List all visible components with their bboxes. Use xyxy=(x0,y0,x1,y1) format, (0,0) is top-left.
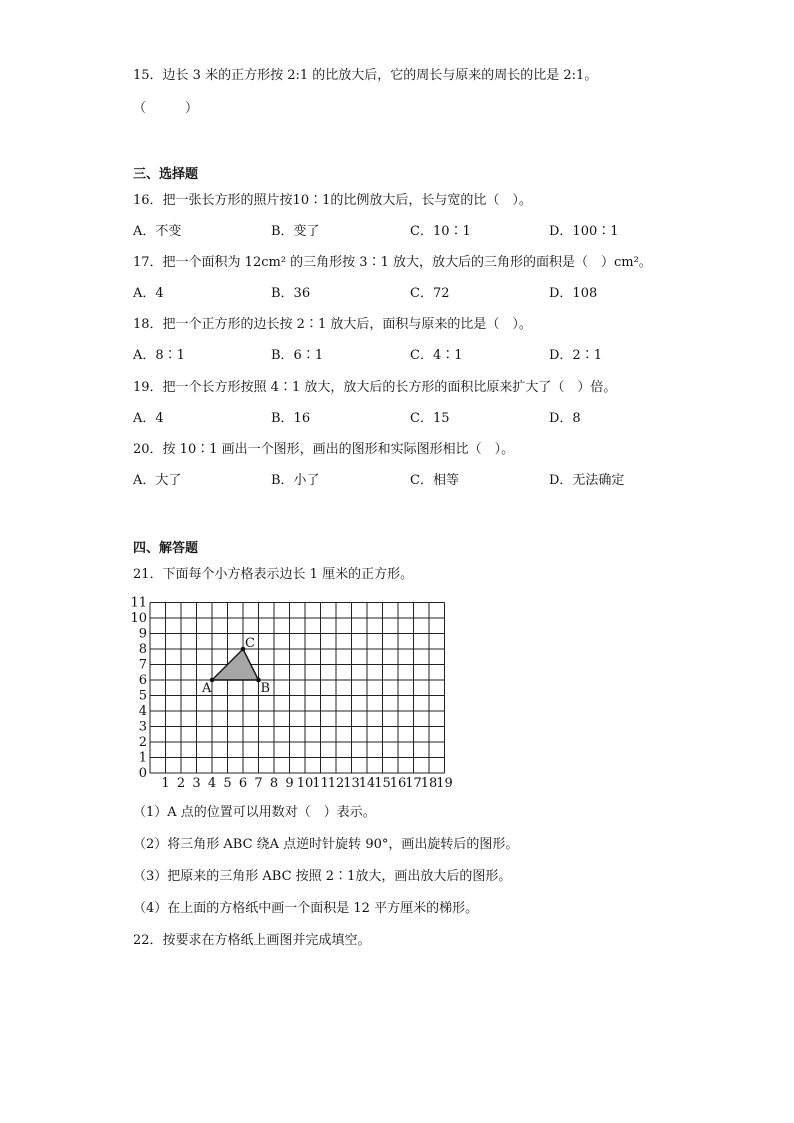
q17-option-c[interactable]: C．72 xyxy=(410,286,450,301)
y-tick-label: 3 xyxy=(138,719,147,735)
q20-option-c[interactable]: C．相等 xyxy=(410,473,459,488)
x-tick-label: 19 xyxy=(436,776,453,791)
x-tick-label: 2 xyxy=(176,776,186,791)
coordinate-grid xyxy=(130,596,470,796)
x-tick-label: 13 xyxy=(343,776,360,791)
y-tick-label: 6 xyxy=(138,673,147,688)
q16-option-b[interactable]: B．变了 xyxy=(271,224,320,239)
q20-option-b[interactable]: B．小了 xyxy=(271,473,320,488)
q21-sub2: （2）将三角形 ABC 绕A 点逆时针旋转 90°，画出旋转后的图形。 xyxy=(133,837,519,852)
point-label-b: B xyxy=(260,681,271,696)
x-tick-label: 8 xyxy=(269,776,279,791)
q21-sub1: （1）A 点的位置可以用数对（ ）表示。 xyxy=(133,805,376,820)
y-tick-label: 10 xyxy=(130,611,147,626)
q18-text: 18．把一个正方形的边长按 2∶1 放大后，面积与原来的比是（ ）。 xyxy=(133,317,532,332)
y-tick-label: 11 xyxy=(130,596,147,611)
q21-sub4: （4）在上面的方格纸中画一个面积是 12 平方厘米的梯形。 xyxy=(133,901,479,916)
q17-option-d[interactable]: D．108 xyxy=(549,286,598,301)
q15-text: 15．边长 3 米的正方形按 2:1 的比放大后，它的周长与原来的周长的比是 2:1。 xyxy=(133,68,598,83)
q21-text: 21．下面每个小方格表示边长 1 厘米的正方形。 xyxy=(133,567,414,582)
q19-option-a[interactable]: A．4 xyxy=(133,411,164,426)
x-tick-label: 10 xyxy=(296,776,314,791)
q15-answer-blank[interactable]: （ ） xyxy=(133,101,199,116)
x-tick-label: 11 xyxy=(312,776,329,791)
q20-text: 20．按 10∶1 画出一个图形，画出的图形和实际图形相比（ ）。 xyxy=(133,442,515,457)
y-tick-label: 4 xyxy=(138,704,147,719)
x-tick-label: 12 xyxy=(327,776,345,791)
q16-text: 16．把一张长方形的照片按10∶1的比例放大后，长与宽的比（ ）。 xyxy=(133,193,532,208)
q18-option-b[interactable]: B．6∶1 xyxy=(271,348,324,363)
x-tick-label: 7 xyxy=(254,776,263,791)
x-tick-label: 14 xyxy=(358,776,376,791)
x-tick-label: 1 xyxy=(161,776,170,791)
point-label-c: C xyxy=(245,636,255,651)
section-title-solve: 四、解答题 xyxy=(133,541,199,556)
q16-option-d[interactable]: D．100∶1 xyxy=(549,224,619,239)
y-tick-label: 9 xyxy=(138,626,147,642)
q19-option-d[interactable]: D．8 xyxy=(549,411,581,426)
q19-text: 19．把一个长方形按照 4∶1 放大，放大后的长方形的面积比原来扩大了（ ）倍。 xyxy=(133,380,617,395)
q17-option-a[interactable]: A．4 xyxy=(133,286,164,301)
point-label-a: A xyxy=(202,681,212,696)
q20-option-d[interactable]: D．无法确定 xyxy=(549,473,625,488)
x-tick-label: 15 xyxy=(374,776,391,791)
y-tick-label: 7 xyxy=(138,657,147,673)
x-tick-label: 3 xyxy=(192,776,201,791)
q18-option-a[interactable]: A．8∶1 xyxy=(133,348,185,363)
x-tick-label: 5 xyxy=(223,776,232,791)
y-tick-label: 1 xyxy=(138,750,147,766)
q18-option-d[interactable]: D．2∶1 xyxy=(549,348,602,363)
q19-option-b[interactable]: B．16 xyxy=(271,411,311,426)
q16-option-a[interactable]: A．不变 xyxy=(133,224,182,239)
q20-option-a[interactable]: A．大了 xyxy=(133,473,182,488)
q19-option-c[interactable]: C．15 xyxy=(410,411,450,426)
q16-option-c[interactable]: C．10∶1 xyxy=(410,224,471,239)
x-tick-label: 17 xyxy=(405,776,422,791)
q18-option-c[interactable]: C．4∶1 xyxy=(410,348,463,363)
x-tick-label: 9 xyxy=(285,776,294,791)
x-tick-label: 6 xyxy=(238,776,248,791)
y-tick-label: 8 xyxy=(138,642,147,657)
y-tick-label: 0 xyxy=(138,766,147,781)
x-tick-label: 18 xyxy=(420,776,438,791)
q21-sub3: （3）把原来的三角形 ABC 按照 2∶1放大，画出放大后的图形。 xyxy=(133,869,512,884)
q17-option-b[interactable]: B．36 xyxy=(271,286,311,301)
x-tick-label: 4 xyxy=(207,776,217,791)
q22-text: 22．按要求在方格纸上画图并完成填空。 xyxy=(133,933,371,948)
x-tick-label: 16 xyxy=(389,776,407,791)
section-title-choice: 三、选择题 xyxy=(133,167,199,182)
q17-text: 17．把一个面积为 12cm² 的三角形按 3∶1 放大，放大后的三角形的面积是（ ）cm²。 xyxy=(133,255,652,270)
y-tick-label: 2 xyxy=(138,735,147,750)
y-tick-label: 5 xyxy=(138,688,147,704)
